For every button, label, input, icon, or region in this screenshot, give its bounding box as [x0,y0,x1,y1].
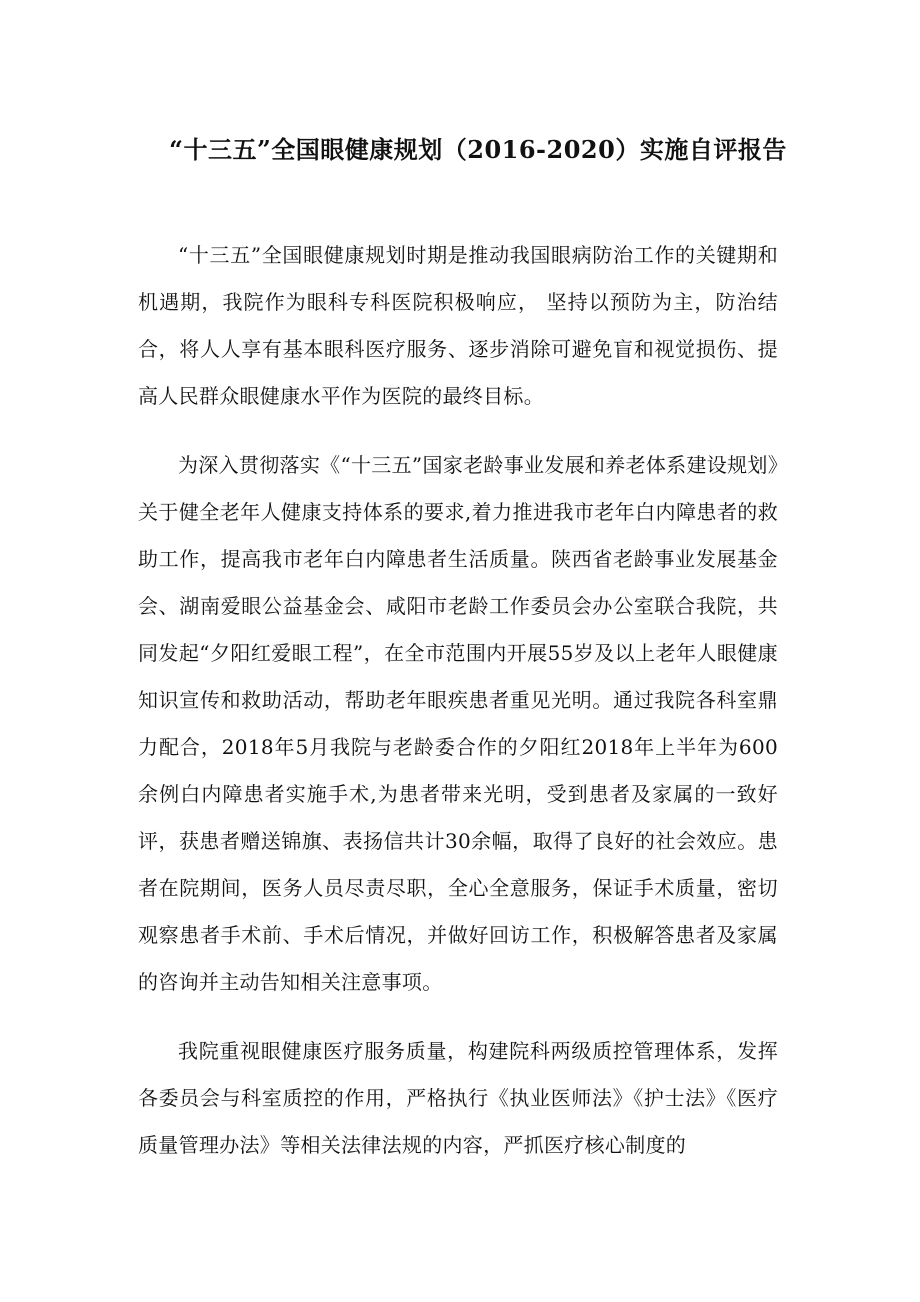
document-title: “十三五”全国眼健康规划（2016-2020）实施自评报告 [169,135,787,165]
paragraph-intro: “十三五”全国眼健康规划时期是推动我国眼病防治工作的关键期和机遇期，我院作为眼科专科医院积极响应， 坚持以预防为主，防治结合，将人人享有基本眼科医疗服务、逐步消除可避免盲和视觉损伤、提高人民群众眼健康水平作为医院的最终目标。 [138,243,778,408]
paragraph-quality-management: 我院重视眼健康医疗服务质量，构建院科两级质控管理体系，发挥各委员会与科室质控的作用，严格执行《执业医师法》《护士法》《医疗质量管理办法》等相关法律法规的内容，严抓医疗核心制度的 [138,1039,778,1157]
paragraph-elderly-cataract-program: 为深入贯彻落实《“十三五”国家老龄事业发展和养老体系建设规划》关于健全老年人健康支持体系的要求,着力推进我市老年白内障患者的救助工作，提高我市老年白内障患者生活质量。陕西省老龄事业发展基金会、湖南爱眼公益基金会、咸阳市老龄工作委员会办公室联合我院，共同发起“夕阳红爱眼工程”，在全市范围内开展55岁及以上老年人眼健康知识宣传和救助活动，帮助老年眼疾患者重见光明。通过我院各科室鼎力配合，2018年5月我院与老龄委合作的夕阳红2018年上半年为600余例白内障患者实施手术,为患者带来光明，受到患者及家属的一致好评，获患者赠送锦旗、表扬信共计30余幅，取得了良好的社会效应。患者在院期间，医务人员尽责尽职，全心全意服务，保证手术质量，密切观察患者手术前、手术后情况，并做好回访工作，积极解答患者及家属的咨询并主动告知相关注意事项。 [138,453,778,994]
document-body [138,232,778,1191]
